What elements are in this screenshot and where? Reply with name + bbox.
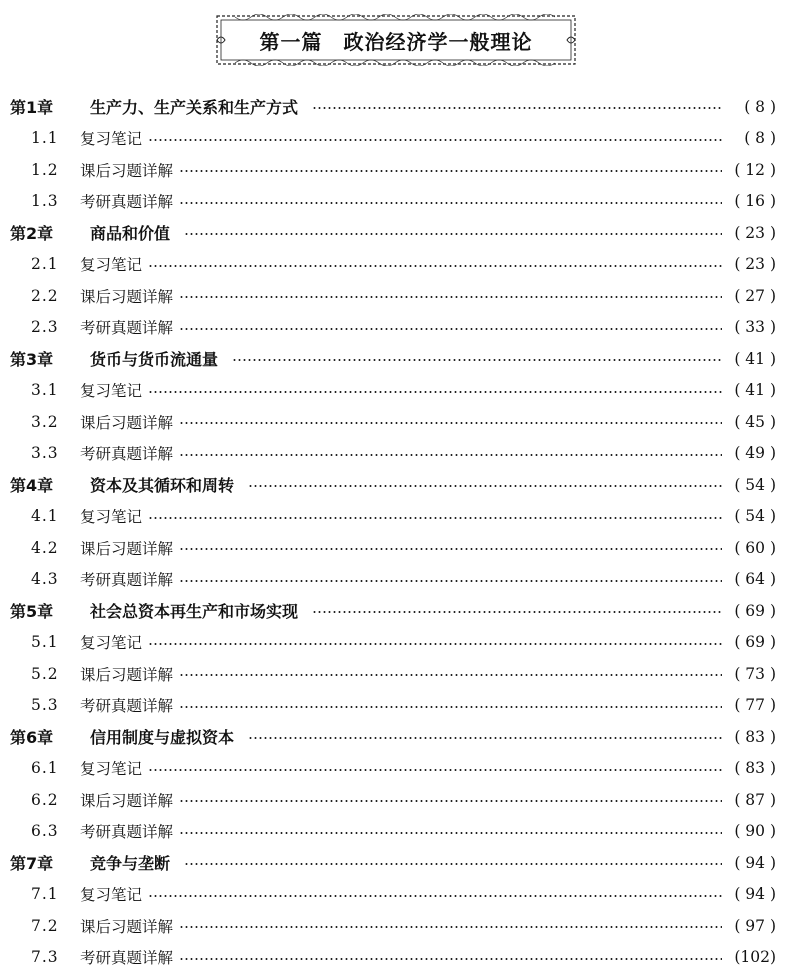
page-number: ( 64 ) [734, 570, 776, 589]
part-title: 第一篇 政治经济学一般理论 [259, 29, 533, 54]
dot-leader [179, 454, 722, 456]
section-title: 课后习题详解 [80, 539, 174, 558]
section-title: 课后习题详解 [80, 413, 174, 432]
section-title: 课后习题详解 [80, 791, 174, 810]
table-of-contents [0, 91, 790, 973]
toc-section-row[interactable] [0, 816, 790, 848]
section-number: 5.3 [31, 696, 59, 715]
page-number: ( 12 ) [734, 160, 776, 179]
page-number: ( 8 ) [744, 129, 776, 148]
dot-leader [179, 800, 722, 802]
section-number: 2.3 [31, 318, 59, 337]
dot-leader [148, 391, 722, 393]
toc-section-row[interactable] [0, 784, 790, 816]
chapter-title: 货币与货币流通量 [90, 350, 219, 370]
section-title: 复习笔记 [80, 382, 143, 401]
section-title: 考研真题详解 [80, 445, 174, 464]
chapter-number: 第2章 [10, 224, 54, 244]
section-number: 7.1 [31, 885, 59, 904]
page-number: ( 83 ) [734, 759, 776, 778]
chapter-title: 信用制度与虚拟资本 [90, 728, 235, 748]
chapter-number: 第7章 [10, 854, 54, 874]
chapter-title: 竞争与垄断 [90, 854, 171, 874]
toc-chapter-row[interactable] [0, 343, 790, 375]
section-title: 复习笔记 [80, 886, 143, 905]
dot-leader [179, 674, 722, 676]
toc-chapter-row[interactable] [0, 217, 790, 249]
section-title: 课后习题详解 [80, 665, 174, 684]
dot-leader [179, 706, 722, 708]
toc-section-row[interactable] [0, 438, 790, 470]
section-number: 4.2 [31, 538, 59, 557]
dot-leader [148, 139, 722, 141]
toc-section-row[interactable] [0, 879, 790, 911]
toc-section-row[interactable] [0, 658, 790, 690]
toc-section-row[interactable] [0, 690, 790, 722]
section-title: 考研真题详解 [80, 193, 174, 212]
dot-leader [148, 895, 722, 897]
toc-chapter-row[interactable] [0, 847, 790, 879]
dot-leader [179, 202, 722, 204]
toc-section-row[interactable] [0, 564, 790, 596]
page-number: ( 69 ) [734, 633, 776, 652]
toc-section-row[interactable] [0, 942, 790, 974]
section-title: 考研真题详解 [80, 319, 174, 338]
toc-section-row[interactable] [0, 249, 790, 281]
chapter-title: 商品和价值 [90, 224, 171, 244]
toc-chapter-row[interactable] [0, 595, 790, 627]
toc-chapter-row[interactable] [0, 721, 790, 753]
chapter-number: 第4章 [10, 476, 54, 496]
section-title: 考研真题详解 [80, 823, 174, 842]
page-number: ( 41 ) [734, 381, 776, 400]
part-title-frame [215, 14, 577, 66]
dot-leader [148, 517, 722, 519]
toc-section-row[interactable] [0, 753, 790, 785]
chapter-number: 第3章 [10, 350, 54, 370]
section-title: 考研真题详解 [80, 571, 174, 590]
section-number: 1.3 [31, 192, 59, 211]
section-number: 1.1 [31, 129, 59, 148]
section-number: 4.3 [31, 570, 59, 589]
chapter-title: 生产力、生产关系和生产方式 [90, 98, 299, 118]
dot-leader [179, 170, 722, 172]
toc-section-row[interactable] [0, 123, 790, 155]
dot-leader [312, 611, 722, 613]
toc-section-row[interactable] [0, 406, 790, 438]
dot-leader [179, 832, 722, 834]
section-number: 6.2 [31, 790, 59, 809]
section-number: 1.2 [31, 160, 59, 179]
toc-section-row[interactable] [0, 501, 790, 533]
page-number: ( 23 ) [734, 255, 776, 274]
section-title: 复习笔记 [80, 508, 143, 527]
section-title: 复习笔记 [80, 130, 143, 149]
page-number: ( 77 ) [734, 696, 776, 715]
page-number: ( 69 ) [734, 601, 776, 620]
toc-section-row[interactable] [0, 280, 790, 312]
page-number: ( 60 ) [734, 538, 776, 557]
dot-leader [184, 863, 722, 865]
section-number: 2.2 [31, 286, 59, 305]
page-number: ( 90 ) [734, 822, 776, 841]
section-number: 6.3 [31, 822, 59, 841]
toc-section-row[interactable] [0, 312, 790, 344]
page-number: ( 94 ) [734, 853, 776, 872]
dot-leader [248, 737, 722, 739]
page-number: ( 87 ) [734, 790, 776, 809]
dot-leader [148, 265, 722, 267]
dot-leader [179, 422, 722, 424]
section-number: 3.1 [31, 381, 59, 400]
page-number: ( 94 ) [734, 885, 776, 904]
page-number: ( 33 ) [734, 318, 776, 337]
section-title: 复习笔记 [80, 760, 143, 779]
page-number: ( 27 ) [734, 286, 776, 305]
dot-leader [179, 926, 722, 928]
chapter-number: 第5章 [10, 602, 54, 622]
section-number: 3.2 [31, 412, 59, 431]
dot-leader [148, 769, 722, 771]
dot-leader [179, 548, 722, 550]
toc-section-row[interactable] [0, 154, 790, 186]
section-number: 2.1 [31, 255, 59, 274]
section-title: 复习笔记 [80, 634, 143, 653]
dot-leader [248, 485, 722, 487]
section-number: 3.3 [31, 444, 59, 463]
page-number: (102) [734, 948, 776, 967]
page-number: ( 54 ) [734, 507, 776, 526]
dot-leader [184, 233, 722, 235]
chapter-number: 第1章 [10, 98, 54, 118]
chapter-title: 社会总资本再生产和市场实现 [90, 602, 299, 622]
dot-leader [179, 296, 722, 298]
page-number: ( 8 ) [744, 97, 776, 116]
section-number: 7.3 [31, 948, 59, 967]
page-number: ( 41 ) [734, 349, 776, 368]
toc-chapter-row[interactable] [0, 91, 790, 123]
toc-chapter-row[interactable] [0, 469, 790, 501]
page-number: ( 54 ) [734, 475, 776, 494]
page-number: ( 16 ) [734, 192, 776, 211]
section-title: 课后习题详解 [80, 287, 174, 306]
toc-section-row[interactable] [0, 910, 790, 942]
section-title: 考研真题详解 [80, 949, 174, 968]
section-number: 5.1 [31, 633, 59, 652]
page-number: ( 73 ) [734, 664, 776, 683]
section-number: 7.2 [31, 916, 59, 935]
dot-leader [179, 958, 722, 960]
dot-leader [179, 328, 722, 330]
page-number: ( 83 ) [734, 727, 776, 746]
page-number: ( 45 ) [734, 412, 776, 431]
section-number: 5.2 [31, 664, 59, 683]
page-number: ( 23 ) [734, 223, 776, 242]
page-number: ( 49 ) [734, 444, 776, 463]
chapter-title: 资本及其循环和周转 [90, 476, 235, 496]
dot-leader [148, 643, 722, 645]
section-number: 4.1 [31, 507, 59, 526]
page-number: ( 97 ) [734, 916, 776, 935]
toc-section-row[interactable] [0, 186, 790, 218]
section-title: 课后习题详解 [80, 917, 174, 936]
toc-section-row[interactable] [0, 532, 790, 564]
toc-section-row[interactable] [0, 375, 790, 407]
section-number: 6.1 [31, 759, 59, 778]
dot-leader [179, 580, 722, 582]
toc-section-row[interactable] [0, 627, 790, 659]
chapter-number: 第6章 [10, 728, 54, 748]
section-title: 课后习题详解 [80, 161, 174, 180]
section-title: 复习笔记 [80, 256, 143, 275]
dot-leader [232, 359, 722, 361]
section-title: 考研真题详解 [80, 697, 174, 716]
dot-leader [312, 107, 722, 109]
